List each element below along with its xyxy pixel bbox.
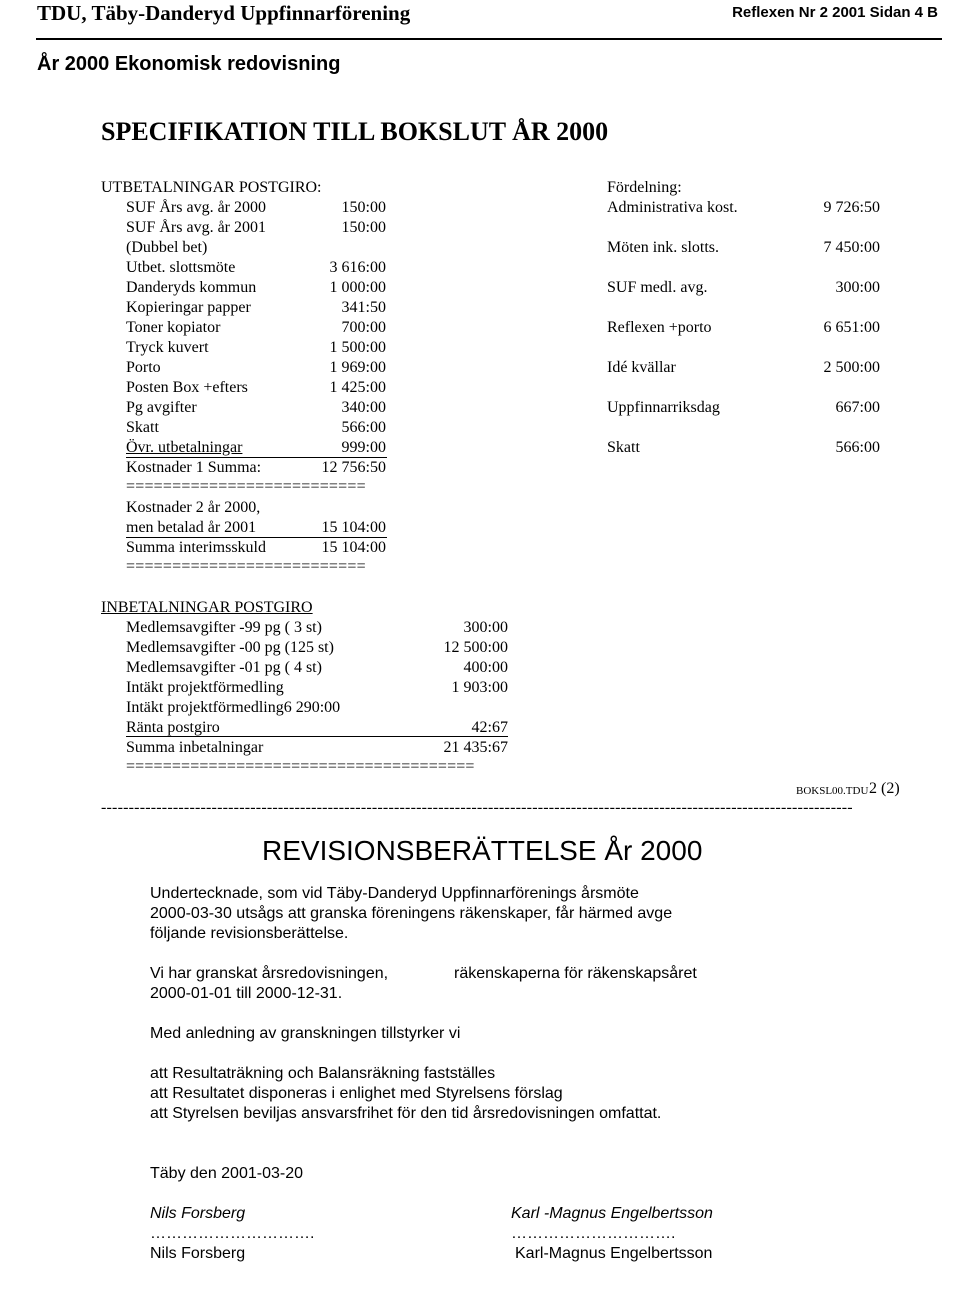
rev-att-2: att Resultatet disponeras i enlighet med Styrelsens förslag	[150, 1085, 563, 1102]
rev-p2-line1a: Vi har granskat årsredovisningen,	[150, 965, 389, 982]
utbet-row-value: 1 500:00	[329, 339, 386, 356]
ranta-underline	[126, 736, 508, 737]
utbet-row-label: Toner kopiator	[126, 319, 221, 336]
utbet-row-label: Danderyds kommun	[126, 279, 257, 296]
utbet-row-label: SUF Års avg. år 2000	[126, 199, 266, 216]
inbet-row-value: 1 903:00	[451, 679, 508, 696]
rev-p1-line3: följande revisionsberättelse.	[150, 925, 349, 942]
utbet-row-label: Kopieringar papper	[126, 299, 251, 316]
header-org: TDU, Täby-Danderyd Uppfinnarförening	[37, 1, 411, 25]
inbet-row-label: Medlemsavgifter -01 pg ( 4 st)	[126, 659, 322, 676]
utbet-row-value: 1 969:00	[329, 359, 386, 376]
utbet-row-label: Övr. utbetalningar	[126, 439, 243, 456]
interim-value: 15 104:00	[321, 539, 386, 556]
utbet-row-label: Posten Box +efters	[126, 379, 248, 396]
utbet-row-value: 3 616:00	[329, 259, 386, 276]
utbet-row-label: SUF Års avg. år 2001	[126, 219, 266, 236]
fordelning-row-label: Uppfinnarriksdag	[607, 399, 720, 416]
inbet-row-label: Medlemsavgifter -00 pg (125 st)	[126, 639, 334, 656]
utbet-row-value: 341:50	[341, 299, 386, 316]
kost2-label-1: Kostnader 2 år 2000,	[126, 499, 261, 516]
fordelning-row-label: Reflexen +porto	[607, 319, 712, 336]
kost2-value: 15 104:00	[321, 519, 386, 536]
inbet-row-value: 12 500:00	[443, 639, 508, 656]
utbet-row-value: 150:00	[341, 219, 386, 236]
fordelning-row-label: Idé kvällar	[607, 359, 676, 376]
inbet-sum-label: Summa inbetalningar	[126, 739, 264, 756]
fordelning-row-value: 2 500:00	[823, 359, 880, 376]
fordelning-row-label: Möten ink. slotts.	[607, 239, 720, 256]
inbet-row-value: 300:00	[463, 619, 508, 636]
dots-2: ………………………….	[511, 1225, 676, 1242]
revision-title: REVISIONSBERÄTTELSE År 2000	[262, 835, 703, 866]
footer-file: BOKSL00.TDU	[796, 785, 869, 797]
utbet-row-value: 700:00	[341, 319, 386, 336]
fordelning-row-value: 6 651:00	[823, 319, 880, 336]
rev-p2-line1b: räkenskaperna för räkenskapsåret	[454, 965, 697, 982]
kost2-label-2: men betalad år 2001	[126, 519, 257, 536]
fordelning-row-value: 667:00	[835, 399, 880, 416]
eq-line-2: ==========================	[126, 558, 366, 575]
inbet-row-label: Ränta postgiro	[126, 719, 220, 736]
dash-separator: ----------------------------------------------------------------------------------------------------------------------------------------	[101, 799, 853, 816]
signature-2: Karl -Magnus Engelbertsson	[511, 1205, 713, 1222]
interim-label: Summa interimsskuld	[126, 539, 266, 556]
inbet-row-label: Medlemsavgifter -99 pg ( 3 st)	[126, 619, 322, 636]
fordelning-row-label: Skatt	[607, 439, 640, 456]
kost1-label: Kostnader 1 Summa:	[126, 459, 262, 476]
inbet-row-label: Intäkt projektförmedling	[126, 679, 284, 696]
section-title: År 2000 Ekonomisk redovisning	[37, 53, 341, 75]
name-2: Karl-Magnus Engelbertsson	[515, 1245, 713, 1262]
fordelning-row-label: SUF medl. avg.	[607, 279, 708, 296]
utbet-row-label: Tryck kuvert	[126, 339, 209, 356]
utbet-row-label: (Dubbel bet)	[126, 239, 208, 256]
utbet-row-label: Pg avgifter	[126, 399, 197, 416]
fordelning-heading: Fördelning:	[607, 179, 682, 196]
utbet-heading: UTBETALNINGAR POSTGIRO:	[101, 179, 322, 196]
signature-1: Nils Forsberg	[150, 1205, 246, 1222]
name-1: Nils Forsberg	[150, 1245, 246, 1262]
utbet-row-label: Utbet. slottsmöte	[126, 259, 236, 276]
fordelning-row-value: 566:00	[835, 439, 880, 456]
place-date: Täby den 2001-03-20	[150, 1165, 303, 1182]
utbet-row-label: Porto	[126, 359, 161, 376]
inbet-row-label: Intäkt projektförmedling6 290:00	[126, 699, 341, 716]
fordelning-row-value: 300:00	[835, 279, 880, 296]
utbet-row-value: 1 425:00	[329, 379, 386, 396]
utbet-row-value: 150:00	[341, 199, 386, 216]
kost1-value: 12 756:50	[321, 459, 386, 476]
utbet-row-value: 1 000:00	[329, 279, 386, 296]
inbet-heading: INBETALNINGAR POSTGIRO	[101, 599, 313, 616]
rev-p3: Med anledning av granskningen tillstyrker vi	[150, 1025, 461, 1042]
fordelning-row-label: Administrativa kost.	[607, 199, 738, 216]
rev-p1-line1: Undertecknade, som vid Täby-Danderyd Uppfinnarförenings årsmöte	[150, 885, 639, 902]
header-issue: Reflexen Nr 2 2001 Sidan 4 B	[732, 4, 938, 21]
spec-title: SPECIFIKATION TILL BOKSLUT ÅR 2000	[101, 117, 609, 146]
rev-att-1: att Resultaträkning och Balansräkning fastställes	[150, 1065, 496, 1082]
fordelning-row-value: 7 450:00	[823, 239, 880, 256]
utbet-row-value: 340:00	[341, 399, 386, 416]
inbet-sum-value: 21 435:67	[443, 739, 508, 756]
dots-1: ………………………….	[150, 1225, 315, 1242]
rev-p1-line2: 2000-03-30 utsågs att granska föreningens räkenskaper, får härmed avge	[150, 905, 673, 922]
rev-p2-line2: 2000-01-01 till 2000-12-31.	[150, 985, 343, 1002]
footer-page: 2 (2)	[869, 780, 900, 797]
inbet-row-value: 42:67	[471, 719, 508, 736]
eq-line-3: ======================================	[126, 758, 475, 775]
utbet-row-value: 566:00	[341, 419, 386, 436]
fordelning-row-value: 9 726:50	[823, 199, 880, 216]
inbet-row-value: 400:00	[463, 659, 508, 676]
header-rule	[36, 38, 942, 40]
utbet-row-label: Skatt	[126, 419, 159, 436]
utbet-row-value: 999:00	[341, 439, 386, 456]
eq-line-1: ==========================	[126, 478, 366, 495]
rev-att-3: att Styrelsen beviljas ansvarsfrihet för den tid årsredovisningen omfattat.	[150, 1105, 662, 1122]
